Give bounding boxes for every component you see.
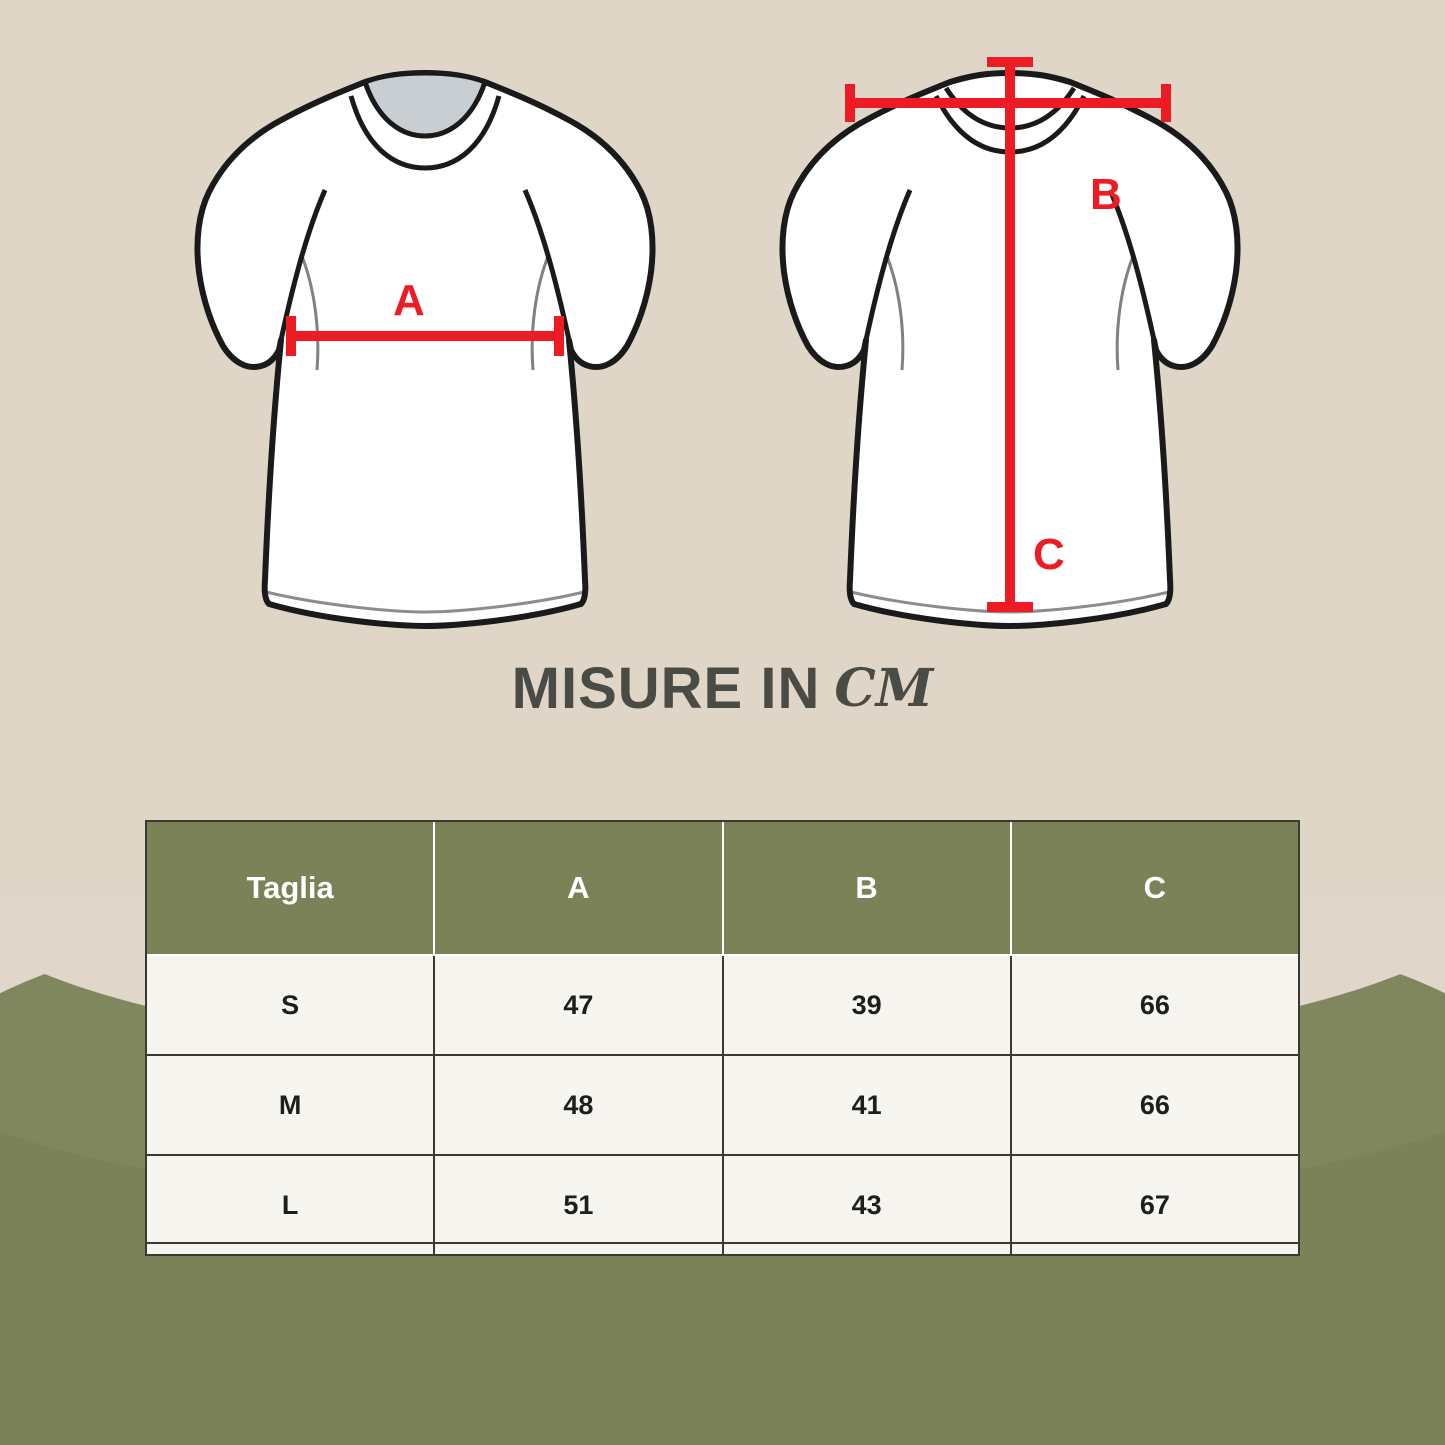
- cell-a: 51: [434, 1155, 722, 1255]
- cell-a: 48: [434, 1055, 722, 1155]
- cell-a: 47: [434, 955, 722, 1055]
- table-row: [146, 1155, 1299, 1255]
- size-table: [145, 820, 1300, 1256]
- cell-size: S: [146, 955, 434, 1055]
- measure-label-b: B: [1090, 170, 1122, 219]
- table-header-c: C: [1011, 821, 1299, 955]
- t-shirt-front-view: [165, 40, 685, 640]
- title-main-text: MISURE IN: [511, 656, 821, 721]
- table-header-row: [146, 821, 1299, 955]
- table-row: [146, 955, 1299, 1055]
- title-unit-text: CM: [834, 658, 934, 719]
- cell-b: 41: [723, 1055, 1011, 1155]
- cell-c: 66: [1011, 955, 1299, 1055]
- measure-label-c: C: [1033, 530, 1065, 579]
- table-row: [146, 1055, 1299, 1155]
- shirt-illustrations: [0, 40, 1445, 660]
- cell-size: M: [146, 1055, 434, 1155]
- cell-b: 39: [723, 955, 1011, 1055]
- cell-c: 67: [1011, 1155, 1299, 1255]
- chart-title: [0, 655, 1445, 722]
- table-header-a: A: [434, 821, 722, 955]
- cell-c: 66: [1011, 1055, 1299, 1155]
- table-header-taglia: Taglia: [146, 821, 434, 955]
- measure-label-a: A: [393, 276, 425, 325]
- cell-b: 43: [723, 1155, 1011, 1255]
- size-table-container: [145, 820, 1300, 1256]
- table-header-b: B: [723, 821, 1011, 955]
- cell-size: L: [146, 1155, 434, 1255]
- t-shirt-back-view: [750, 40, 1270, 640]
